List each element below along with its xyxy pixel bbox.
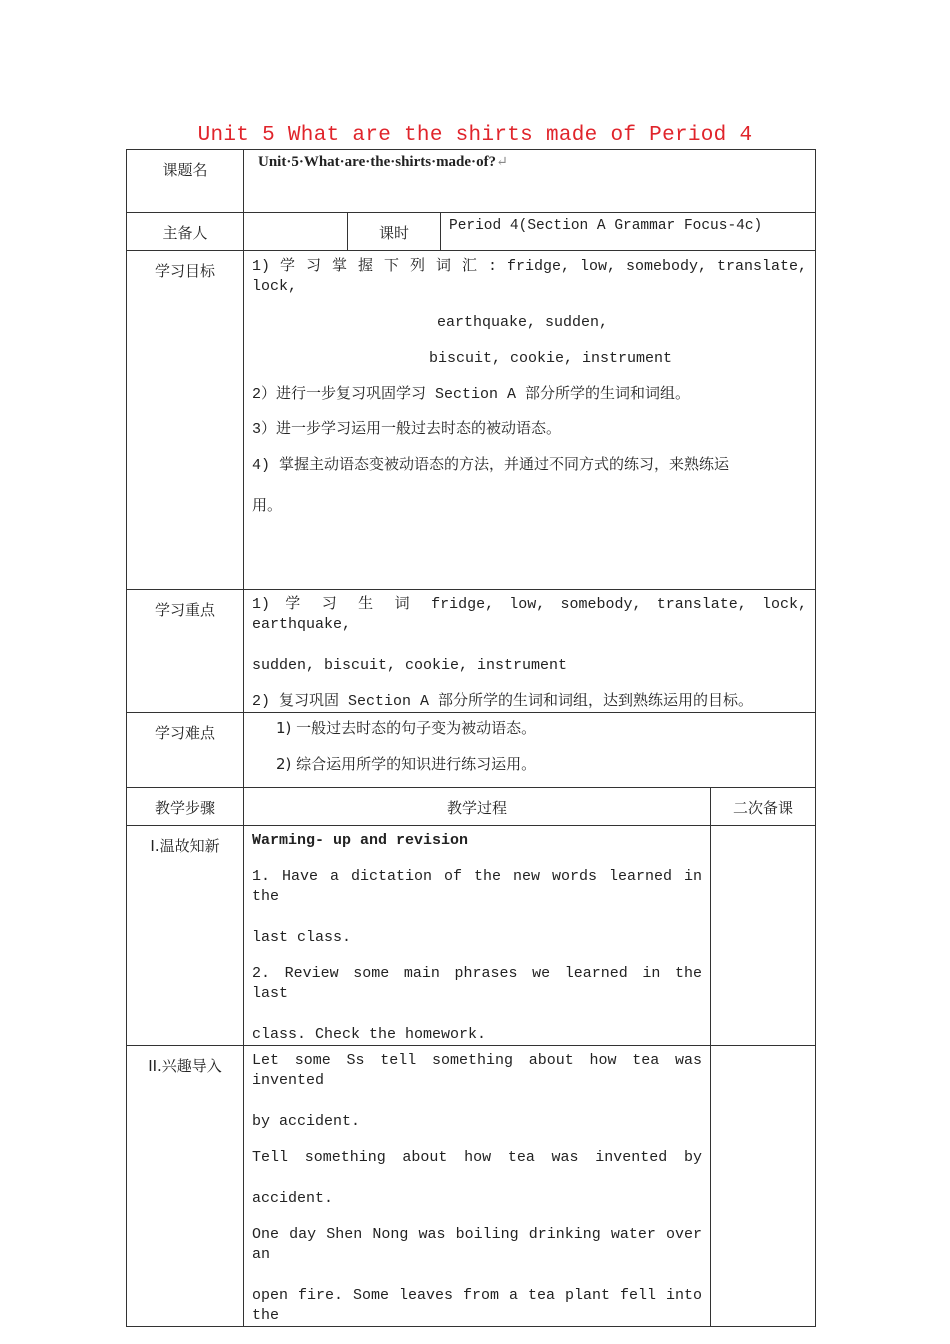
objectives-label: 学习目标	[154, 262, 215, 280]
steps-header-cell	[127, 788, 244, 826]
step2-label: II.兴趣导入	[148, 1057, 222, 1075]
difficulties-label: 学习难点	[154, 724, 215, 742]
topic-label-cell	[127, 150, 244, 213]
step1-heading: Warming- up and revision	[252, 832, 469, 849]
key-points-line: sudden, biscuit, cookie, instrument	[252, 657, 568, 674]
row-step-1	[127, 826, 816, 1046]
difficulties-content-cell	[244, 713, 816, 788]
topic-value-cell	[244, 150, 816, 213]
difficulties-line: 1) 一般过去时态的句子变为被动语态。	[276, 719, 537, 737]
key-points-label-cell	[127, 590, 244, 713]
preparer-label-cell	[127, 213, 244, 251]
period-label-cell	[348, 213, 441, 251]
paragraph-mark-icon: ↵	[496, 155, 508, 170]
step2-line: Tell something about how tea was invented by	[252, 1149, 702, 1166]
process-header-cell	[244, 788, 711, 826]
revision-header: 二次备课	[733, 799, 794, 817]
objectives-line: 1) 学 习 掌 握 下 列 词 汇 : fridge, low, somebody, translate, lock,	[252, 258, 808, 295]
objectives-line: 3）进一步学习运用一般过去时态的被动语态。	[252, 421, 562, 438]
key-points-line: 2) 复习巩固 Section A 部分所学的生词和词组，达到熟练运用的目标。	[252, 693, 754, 710]
objectives-content-cell	[244, 251, 816, 590]
step1-label-cell	[127, 826, 244, 1046]
row-key-points	[127, 590, 816, 713]
key-points-line: 1) 学 习 生 词 fridge, low, somebody, translate, lock, earthquake,	[252, 596, 808, 633]
step1-content-cell	[244, 826, 711, 1046]
step2-line: open fire. Some leaves from a tea plant fell into the	[252, 1287, 702, 1324]
step2-line: by accident.	[252, 1113, 361, 1130]
step1-line: 2. Review some main phrases we learned in the last	[252, 965, 702, 1002]
difficulties-label-cell	[127, 713, 244, 788]
step1-revision-cell	[711, 826, 816, 1046]
step2-label-cell	[127, 1046, 244, 1327]
objectives-line: 4) 掌握主动语态变被动语态的方法，并通过不同方式的练习，来熟练运	[252, 457, 730, 474]
lesson-plan-table	[126, 149, 816, 1327]
period-value: Period 4(Section A Grammar Focus-4c)	[449, 218, 763, 234]
revision-header-cell	[711, 788, 816, 826]
step1-line: class. Check the homework.	[252, 1026, 487, 1043]
objectives-line: biscuit, cookie, instrument	[429, 350, 673, 367]
objectives-label-cell	[127, 251, 244, 590]
document-title: Unit 5 What are the shirts made of Period 4	[197, 124, 753, 147]
step2-line: One day Shen Nong was boiling drinking water over an	[252, 1226, 702, 1263]
step2-content-cell	[244, 1046, 711, 1327]
steps-header: 教学步骤	[154, 799, 215, 817]
row-process-header	[127, 788, 816, 826]
row-topic	[127, 150, 816, 213]
key-points-content-cell	[244, 590, 816, 713]
difficulties-line: 2) 综合运用所学的知识进行练习运用。	[276, 755, 537, 773]
step1-line: 1. Have a dictation of the new words learned in the	[252, 868, 702, 905]
objectives-line: earthquake, sudden,	[437, 314, 609, 331]
row-step-2	[127, 1046, 816, 1327]
row-preparer	[127, 213, 816, 251]
step1-label: I.温故知新	[150, 837, 220, 855]
preparer-label: 主备人	[162, 224, 208, 242]
process-header: 教学过程	[446, 799, 507, 817]
step2-line: Let some Ss tell something about how tea was invented	[252, 1052, 702, 1089]
objectives-line: 2）进行一步复习巩固学习 Section A 部分所学的生词和词组。	[252, 386, 691, 403]
step2-line: accident.	[252, 1190, 334, 1207]
key-points-label: 学习重点	[154, 601, 215, 619]
row-difficulties	[127, 713, 816, 788]
step1-line: last class.	[252, 929, 352, 946]
objectives-line: 用。	[252, 498, 283, 515]
topic-label: 课题名	[162, 161, 208, 179]
row-objectives	[127, 251, 816, 590]
step2-revision-cell	[711, 1046, 816, 1327]
topic-value: Unit·5·What·are·the·shirts·made·of?	[258, 154, 497, 170]
preparer-value-cell	[244, 213, 348, 251]
period-label: 课时	[378, 224, 409, 242]
period-value-cell	[441, 213, 816, 251]
